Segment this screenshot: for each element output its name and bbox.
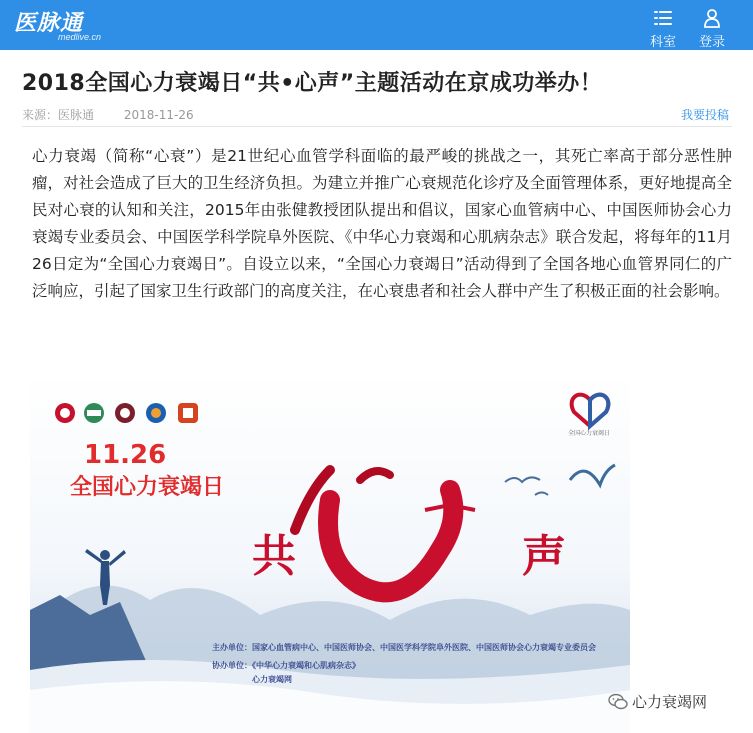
menu-icon — [652, 8, 674, 28]
logo-subtext: medlive.cn — [58, 32, 102, 42]
nav-login-button[interactable] — [690, 8, 734, 48]
watermark-text: 心力衰竭网 — [632, 693, 708, 711]
logo-text: 医脉通 — [14, 11, 84, 36]
nav-department-button[interactable] — [641, 8, 685, 48]
poster-char-right: 声 — [522, 531, 566, 582]
article-title: 2018全国心力衰竭日“共•心声”主题活动在京成功举办！ — [22, 71, 603, 96]
nav-login-label: 登录 — [698, 35, 725, 50]
event-poster-image — [30, 370, 630, 733]
article-paragraph: 心力衰竭（简称“心衰”）是21世纪心血管学科面临的最严峻的挑战之一，其死亡率高于部分恶性肿瘤，对社会造成了巨大的卫生经济负担。为建立并推广心衰规范化诊疗及全面管理体系，更好地提高全民对心衰的认知和关注，2015年由张健教授团队提出和倡议，国家心血管病中心、中国医师协会心力衰竭专业委员会、中国医学科学院阜外医院、《中华心力衰竭和心肌病杂志》联合发起，将每年的11月26日定为“全国心力衰竭日”。自设立以来，“全国心力衰竭日”活动得到了全国各地心血管界同仁的广泛响应，引起了国家卫生行政部门的高度关注，在心衰患者和社会人群中产生了积极正面的社会影响。 — [32, 147, 732, 300]
poster-date: 11.26 — [84, 440, 167, 470]
user-icon — [701, 8, 723, 28]
poster-co-organizers-2: 心力衰竭网 — [252, 675, 292, 684]
nav-department-label: 科室 — [649, 35, 676, 50]
poster-day-name: 全国心力衰竭日 — [70, 475, 225, 500]
wechat-icon — [608, 693, 628, 711]
divider — [22, 126, 732, 127]
article-source: 来源：医脉通 — [22, 108, 95, 122]
top-bar — [0, 0, 753, 50]
article-meta — [22, 106, 194, 123]
submit-article-link[interactable]: 我要投稿 — [680, 108, 729, 122]
site-logo[interactable] — [14, 6, 124, 44]
poster-co-organizers: 协办单位：《中华心力衰竭和心肌病杂志》 — [212, 661, 360, 670]
article-date: 2018-11-26 — [123, 108, 194, 122]
poster-char-left: 共 — [252, 531, 296, 582]
poster-organizers: 主办单位：国家心血管病中心、中国医师协会、中国医学科学院阜外医院、中国医师协会心力衰竭专业委员会 — [212, 643, 596, 652]
watermark — [608, 690, 748, 714]
poster-brand-label: 全国心力衰竭日 — [568, 430, 611, 437]
